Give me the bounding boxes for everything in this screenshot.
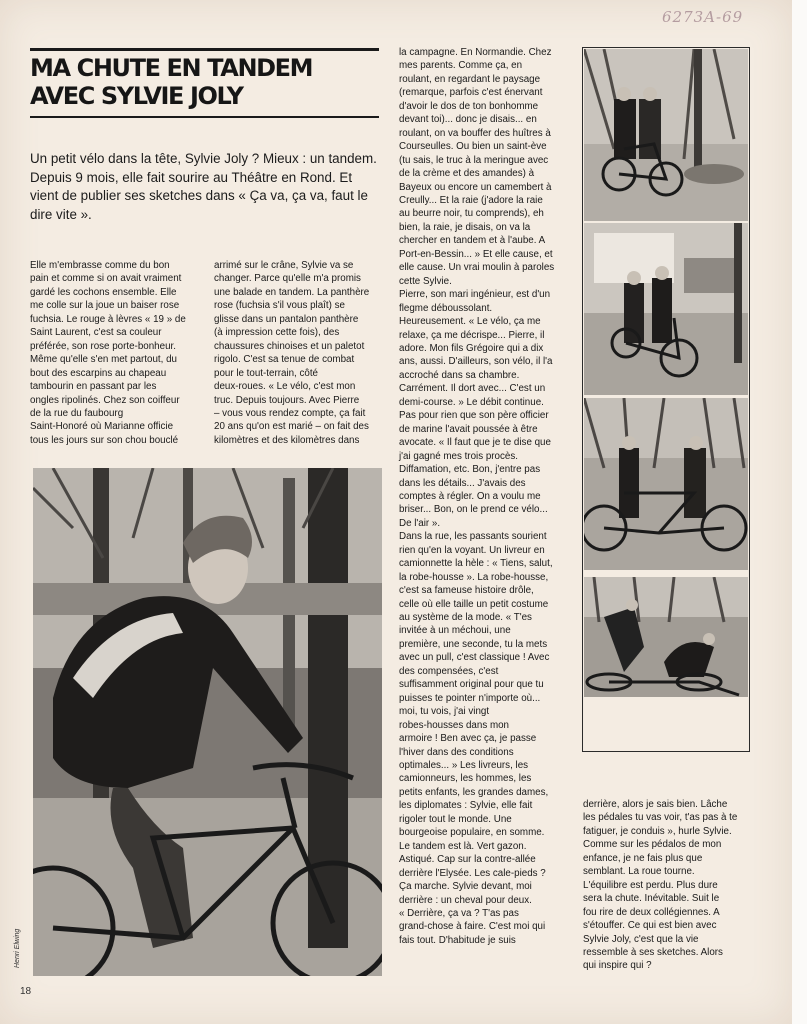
text-line: bien, la raie, je disais, on va la (399, 221, 531, 233)
text-line: Courseulles. Ou bien un saint-ève (399, 141, 547, 153)
text-line: au système de la mode. « T'es (399, 612, 532, 624)
text-line: fuchsia. Le rouge à lèvres « 19 » de (30, 313, 186, 325)
text-line: deux-roues. « Le vélo, c'est mon (214, 381, 356, 393)
text-line: derrière, alors je sais bien. Lâche (583, 799, 728, 810)
text-line: tambourin en passant par les (30, 381, 157, 393)
main-photo (33, 468, 382, 976)
text-line: glisse dans un pantalon panthère (214, 313, 359, 325)
text-line: tous les jours sur son chou bouclé (30, 434, 179, 446)
text-line: Saint Laurent, c'est sa couleur (30, 327, 162, 339)
text-line: Sylvie Joly, c'est que la vie (583, 933, 699, 945)
text-line: rigolo. C'est sa tenue de combat (214, 354, 355, 366)
text-line: « Derrière, ça va ? T'as pas (399, 908, 519, 919)
text-line: mes parents. Comme ça, en (399, 60, 523, 72)
body-column-4 (583, 798, 758, 973)
strip-photo-4 (584, 577, 748, 697)
text-line: au beurre noir, tu comprends), eh (399, 208, 544, 220)
text-line: truc. Depuis toujours. Avec Pierre (214, 394, 360, 406)
body-column-2 (214, 259, 389, 447)
text-line: Comme sur les pédalos de mon (583, 839, 722, 851)
text-line: Creully... Et la raie (j'adore la raie (399, 194, 543, 206)
text-line: briser... Bon, on le prend ce vélo... (399, 504, 548, 516)
article-lead: Un petit vélo dans la tête, Sylvie Joly ? Mieux : un tandem. Depuis 9 mois, elle fait sourire au Théâtre en Rond. Et vient de publier ses sketches dans « Ça va, ça va, faut le dire vite ». (30, 151, 377, 222)
text-line: Dans la rue, les passants sourient (399, 531, 547, 543)
text-line: bout des escarpins au chapeau (30, 367, 167, 379)
text-line: Bayeux ou encore un camembert à (399, 181, 552, 193)
text-line: robes-housses dans mon (399, 719, 510, 731)
text-line: (remarque, parfois c'est énervant (399, 87, 543, 99)
text-line: ressemble à ses sketches. Alors (583, 946, 723, 958)
page-margin (792, 0, 807, 1024)
text-line: – vous vous rendez compte, ça fait (214, 407, 366, 419)
text-line: moi, tu vois, j'ai vingt (399, 706, 490, 718)
text-line: puisses te pointer n'importe où... (399, 692, 541, 704)
text-line: j'ai gagné mes trois procès. (399, 450, 518, 462)
text-line: elle cause. Un vrai moulin à paroles (399, 262, 555, 274)
text-line: devant toi)... donc je disais... en (399, 114, 537, 126)
title-line-2: AVEC SYLVIE JOLY (30, 82, 243, 110)
text-line: des compensées, c'est (399, 665, 499, 677)
text-line: Astiqué. Cap sur la contre-allée (399, 854, 536, 866)
text-line: chaussures chinoises et un paletot (214, 340, 365, 352)
text-line: fatiguer, je conduis », hurle Sylvie. (583, 825, 732, 837)
text-line: Même qu'elle s'en met partout, du (30, 354, 177, 366)
text-line: derrière l'Elysée. Les cale-pieds ? (399, 867, 546, 879)
text-line: dans les détails... J'avais des (399, 477, 526, 489)
strip-photo-3 (584, 398, 748, 570)
text-line: Port-en-Bessin... » Et elle cause, et (399, 248, 553, 260)
text-line: celle où elle taille un petit costume (399, 598, 549, 610)
text-line: préférée, son rose porte-bonheur. (30, 340, 176, 352)
body-column-3 (399, 46, 574, 947)
text-line: (à impression cette fois), des (214, 327, 340, 339)
text-line: Pierre, son mari ingénieur, est d'un (399, 289, 551, 301)
text-line: les pédales tu vas voir, t'as pas à te (583, 812, 738, 824)
text-line: demi-course. » Le débit continue. (399, 396, 544, 408)
text-line: arrimé sur le crâne, Sylvie va se (214, 260, 354, 271)
title-line-1: MA CHUTE EN TANDEM (30, 54, 313, 82)
text-line: L'équilibre est perdu. Plus dure (583, 879, 718, 891)
text-line: avocate. « Il faut que je te dise que (399, 437, 551, 449)
text-line: changer. Parce qu'elle m'a promis (214, 273, 361, 285)
text-line: De l'air ». (399, 517, 441, 529)
title-rule-top (30, 48, 379, 51)
text-line: 20 ans qu'on est marié – on fait des (214, 421, 369, 433)
strip-photo-2 (584, 223, 748, 395)
text-line: bourgeoise populaire, en somme. (399, 827, 545, 839)
text-line: d'avoir le dos de ton bonhomme (399, 100, 539, 112)
title-rule-bottom (30, 116, 379, 118)
text-line: ongles ripolinés. Chez son coiffeur (30, 394, 180, 406)
text-line: qui inspire qui ? (583, 960, 652, 972)
text-line: cette Sylvie. (399, 275, 452, 287)
text-line: s'étouffer. Ce qui est bien avec (583, 920, 717, 932)
text-line: l'hiver dans des conditions (399, 746, 514, 758)
text-line: Ça marche. Sylvie devant, moi (399, 881, 532, 893)
text-line: Saint-Honoré où Marianne officie (30, 421, 174, 433)
text-line: Heureusement. « Le vélo, ça me (399, 316, 541, 328)
text-line: gardé les cochons ensemble. Elle (30, 286, 177, 298)
text-line: une balade en tandem. La panthère (214, 286, 370, 298)
text-line: de la crème et des amandes) à (399, 168, 535, 180)
text-line: semblant. La roue tourne. (583, 866, 695, 878)
text-line: comptes à régler. On a voulu me (399, 490, 541, 502)
text-line: Pas pour rien que son père officier (399, 410, 549, 422)
text-line: rigoler tout le monde. Une (399, 813, 512, 825)
text-line: suffisamment original pour que tu (399, 679, 544, 691)
text-line: (tu sais, le truc à la meringue avec (399, 154, 549, 166)
text-line: pain et comme si on avait vraiment (30, 273, 182, 285)
text-line: Elle m'embrasse comme du bon (30, 260, 170, 271)
text-line: pour le tout-terrain, côté (214, 367, 319, 379)
text-line: kilomètres et des kilomètres dans (214, 434, 360, 446)
photo-credit: Henri Elwing (14, 928, 21, 968)
text-line: armoire ! Ben avec ça, je passe (399, 733, 537, 745)
text-line: derrière : un cheval pour deux. (399, 894, 532, 906)
text-line: Le tandem est là. Vert gazon. (399, 840, 527, 852)
text-line: c'est sa fameuse histoire drôle, (399, 585, 534, 597)
text-line: les diplomates : Sylvie, elle fait (399, 800, 533, 812)
text-line: roulant, en regardant le paysage (399, 73, 541, 85)
text-line: Diffamation, etc. Bon, j'entre pas (399, 464, 541, 476)
text-line: enfance, je ne fais plus que (583, 852, 703, 864)
text-line: relaxe, ça me décrispe... Pierre, il (399, 329, 545, 341)
text-line: Carrément. Il dort avec... C'est un (399, 383, 546, 395)
text-line: la robe-housse ». La robe-housse, (399, 571, 549, 583)
text-line: la campagne. En Normandie. Chez (399, 47, 552, 58)
text-line: rien qu'en la voyant. Un livreur en (399, 544, 545, 556)
text-line: rose (fuchsia s'il vous plaît) se (214, 300, 345, 312)
strip-photo-1 (584, 49, 748, 221)
text-line: me colle sur la joue un baiser rose (30, 300, 180, 312)
text-line: camionnette la hèle : « Tiens, salut, (399, 558, 553, 570)
text-line: chercher en tandem et à l'aube. A (399, 235, 546, 247)
text-line: fou rire de deux collégiennes. A (583, 906, 720, 918)
text-line: de la rue du faubourg (30, 407, 124, 419)
body-column-1 (30, 259, 205, 447)
text-line: adore. Mon fils Grégoire qui a dix (399, 342, 544, 354)
text-line: fais tout. D'habitude je suis (399, 934, 516, 946)
text-line: flegme déboussolant. (399, 302, 493, 314)
text-line: camionneurs, les hommes, les (399, 773, 532, 785)
archive-annotation: 6273A-69 (662, 8, 744, 26)
text-line: optimales... » Les livreurs, les (399, 760, 529, 772)
text-line: invitée à un méchoui, une (399, 625, 511, 637)
text-line: ans, aussi. D'ailleurs, son vélo, il l'a (399, 356, 553, 368)
text-line: de marine l'avait poussée à être (399, 423, 538, 435)
page-number: 18 (20, 986, 32, 997)
text-line: petits enfants, les grandes dames, (399, 786, 549, 798)
text-line: sera la chute. Inévitable. Suit le (583, 893, 720, 905)
text-line: grand-chose à faire. C'est moi qui (399, 921, 546, 933)
text-line: roulant, on va bouffer des huîtres à (399, 127, 551, 139)
text-line: accroché dans sa chambre. (399, 369, 520, 381)
text-line: première, une seconde, tu la mets (399, 638, 548, 650)
article-title (30, 54, 390, 110)
text-line: avec un pull, c'est classique ! Avec (399, 652, 550, 664)
